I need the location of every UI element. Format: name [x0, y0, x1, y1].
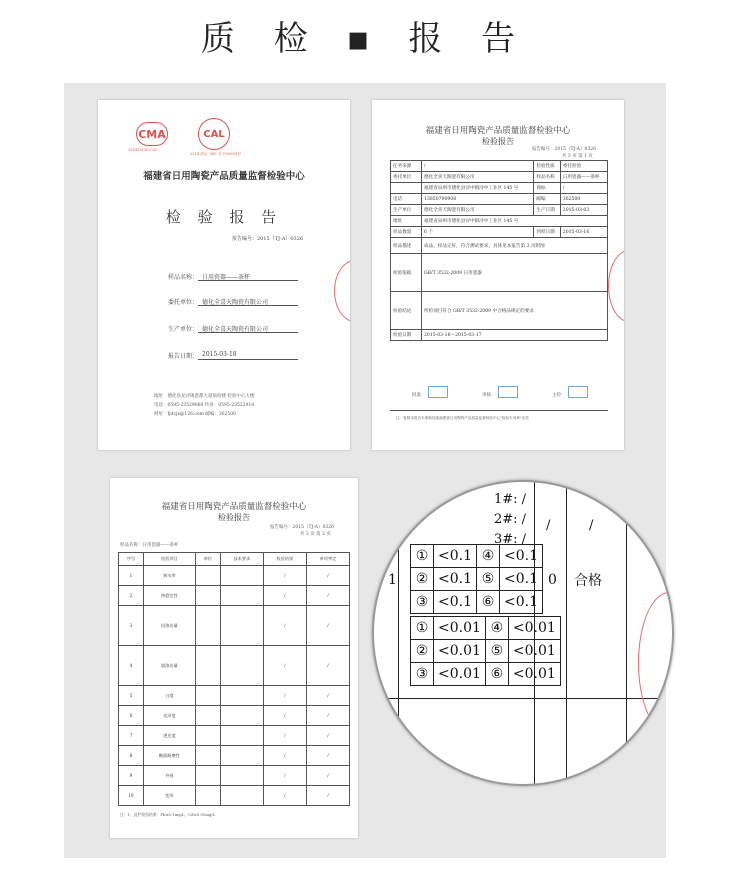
- result-cell: 吸水率: [143, 566, 195, 586]
- zoom-cell: ②: [411, 640, 434, 663]
- result-cell: [220, 726, 263, 746]
- result-cell: /: [263, 606, 306, 646]
- info-cell: 德化全喜天陶瓷有限公司: [422, 205, 534, 216]
- result-cell: [195, 646, 220, 686]
- zoom-cell: ③: [411, 591, 434, 614]
- result-cell: 3: [119, 606, 144, 646]
- inspector-label: 主检：: [552, 393, 566, 398]
- zoom-cell: <0.01: [434, 617, 486, 640]
- report-page-2[interactable]: [110, 478, 358, 838]
- info-cell: 任务来源: [391, 161, 422, 172]
- sample-value: 日用瓷器——茶杯: [202, 274, 251, 281]
- info-cell: 商标: [534, 183, 560, 194]
- seal-mark: [608, 250, 624, 322]
- header-cell: 检验项目: [143, 553, 195, 566]
- result-cell: 白度: [143, 686, 195, 706]
- result-row: [119, 686, 350, 706]
- zoom-row: [411, 663, 561, 686]
- zoom-cell: <0.1: [500, 591, 543, 614]
- result-cell: 9: [119, 766, 144, 786]
- info-row: [391, 227, 608, 238]
- footer-address: 地址：德化县龙浔镇瓷都大道质检楼 检验中心大楼: [154, 394, 255, 399]
- row-index: 1: [388, 572, 397, 588]
- zoom-row: [411, 617, 561, 640]
- client-value: 德化全喜天陶瓷有限公司: [202, 299, 269, 306]
- header-cell: 单项判定: [306, 553, 349, 566]
- info-cell: /: [560, 183, 607, 194]
- result-cell: [220, 766, 263, 786]
- info-cell: 2015-03-03: [560, 205, 607, 216]
- result-cell: [220, 566, 263, 586]
- info-cell: 德化全喜天陶瓷有限公司: [422, 172, 534, 183]
- result-cell: [195, 586, 220, 606]
- signature-stamp-1: [428, 386, 448, 398]
- info-cell: 检验性质: [534, 161, 560, 172]
- result-cell: /: [306, 586, 349, 606]
- cal-logo: CAL: [198, 118, 230, 150]
- info-cell: 样品数量: [391, 227, 422, 238]
- zoom-row: [411, 568, 543, 591]
- info-row: [391, 194, 608, 205]
- result-cell: 10: [119, 786, 144, 806]
- zoom-cell: <0.1: [434, 591, 477, 614]
- magnifier-zoom: [372, 480, 674, 786]
- result-cell: [195, 746, 220, 766]
- info-cell: 13850790908: [422, 194, 534, 205]
- result-row: [119, 566, 350, 586]
- zoom-cell: ④: [485, 617, 508, 640]
- info-row: [391, 161, 608, 172]
- footer-divider: [390, 410, 608, 411]
- result-row: [119, 706, 350, 726]
- info-cell: 邮编: [534, 194, 560, 205]
- info-row: [391, 292, 608, 330]
- approver-label: 批准：: [412, 393, 426, 398]
- org-name: 福建省日用陶瓷产品质量监督检验中心: [161, 502, 307, 512]
- zoom-cell: ⑥: [485, 663, 508, 686]
- info-cell: 2015-03-16: [560, 227, 607, 238]
- result-row: [119, 606, 350, 646]
- seal-mark: [334, 260, 350, 322]
- result-cell: /: [263, 726, 306, 746]
- sample-2-header: 2#: /: [494, 512, 527, 527]
- info-cell: 样品描述: [391, 238, 422, 254]
- slash-mark-2: /: [589, 518, 594, 533]
- info-table: [390, 160, 608, 341]
- result-cell: /: [306, 766, 349, 786]
- result-cell: [220, 606, 263, 646]
- result-cell: /: [263, 786, 306, 806]
- table-rule-v1: [398, 482, 399, 784]
- result-cell: [195, 786, 220, 806]
- result-cell: /: [263, 746, 306, 766]
- result-row: [119, 726, 350, 746]
- result-cell: /: [306, 566, 349, 586]
- results-table: [118, 552, 350, 806]
- date-underline: [198, 359, 298, 360]
- table-rule-v2: [534, 482, 535, 784]
- sample-name: 样品名称：日用瓷器——茶杯: [120, 543, 179, 548]
- zoom-cell: <0.1: [500, 568, 543, 591]
- zoom-cell: ④: [477, 545, 500, 568]
- result-cell: [195, 606, 220, 646]
- info-cell: 成品，样品完好，符合测试要求，具体见本报告第 3 页附图: [422, 238, 608, 254]
- result-cell: /: [263, 766, 306, 786]
- sample-1-header: 1#: /: [494, 492, 527, 507]
- org-name: 福建省日用陶瓷产品质量监督检验中心: [143, 171, 305, 182]
- result-row: [119, 646, 350, 686]
- report-cover-page[interactable]: [98, 100, 350, 450]
- result-cell: /: [306, 786, 349, 806]
- client-label: 委托单位：: [168, 299, 199, 306]
- date-value: 2015-03-18: [202, 351, 237, 358]
- slash-mark: /: [546, 518, 551, 533]
- zoom-cell: ⑤: [485, 640, 508, 663]
- info-cell: 日用瓷器——茶杯: [560, 172, 607, 183]
- result-cell: 变形: [143, 786, 195, 806]
- zoom-cell: <0.1: [434, 568, 477, 591]
- result-cell: 热稳定性: [143, 586, 195, 606]
- result-cell: /: [306, 726, 349, 746]
- zoom-row: [411, 640, 561, 663]
- client-underline: [198, 305, 298, 306]
- report-title: 检验报告: [218, 513, 250, 522]
- header-cell: 检验结果: [263, 553, 306, 566]
- result-cell: [195, 766, 220, 786]
- info-cell: 2015-03-16～2015-03-17: [422, 330, 608, 341]
- zoom-cell: <0.01: [434, 640, 486, 663]
- result-cell: 8: [119, 746, 144, 766]
- seal-arc: [638, 592, 674, 734]
- info-cell: 生产单位: [391, 205, 422, 216]
- info-cell: 样品名称: [534, 172, 560, 183]
- result-cell: /: [263, 706, 306, 726]
- table-rule: [374, 698, 672, 699]
- info-row: [391, 205, 608, 216]
- result-cell: /: [306, 746, 349, 766]
- sample-underline: [198, 280, 298, 281]
- result-cell: [220, 686, 263, 706]
- result-cell: /: [306, 706, 349, 726]
- report-title: 检 验 报 告: [165, 208, 283, 226]
- result-row: [119, 586, 350, 606]
- info-cell: 所检项目符合 GB/T 3532-2009 中合格品规定的要求: [422, 292, 608, 330]
- result-cell: /: [306, 606, 349, 646]
- zoom-cell: <0.1: [434, 545, 477, 568]
- result-cell: /: [263, 646, 306, 686]
- table-rule-v3: [566, 482, 567, 784]
- info-cell: 福建省泉州市德化县浔中镇浔中工业区 145 号: [422, 216, 608, 227]
- info-row: [391, 254, 608, 292]
- maker-underline: [198, 332, 298, 333]
- result-cell: 6: [119, 706, 144, 726]
- footer-phone: 电话：0595-23529060 传真：0595-23522914: [154, 403, 255, 408]
- reviewer-label: 审核：: [482, 393, 496, 398]
- zero-value: 0: [548, 572, 557, 588]
- zoom-cell: ⑤: [477, 568, 500, 591]
- header-cell: 单位: [195, 553, 220, 566]
- info-cell: 福建省泉州市德化县浔中镇浔中工业区 145 号: [422, 183, 534, 194]
- info-cell: [391, 183, 422, 194]
- result-cell: 5: [119, 686, 144, 706]
- page-number: 共 3 页 第 2 页: [300, 532, 331, 537]
- zoom-cell: <0.01: [508, 663, 560, 686]
- zoom-cell: ③: [411, 663, 434, 686]
- zoom-row: [411, 545, 543, 568]
- report-number: 报告编号：2015（TJ-A）0326: [232, 236, 304, 242]
- info-cell: 检验结论: [391, 292, 422, 330]
- result-cell: /: [263, 566, 306, 586]
- result-cell: [195, 726, 220, 746]
- result-cell: [220, 746, 263, 766]
- result-cell: 4: [119, 646, 144, 686]
- result-cell: 外观: [143, 766, 195, 786]
- table-footnote: 注：1、此栏检验结果：Pb≤0.1mg/L，Cd≤0.01mg/L: [120, 812, 216, 817]
- result-cell: /: [306, 646, 349, 686]
- info-cell: /: [422, 161, 534, 172]
- zoom-row: [411, 591, 543, 614]
- result-row: [119, 766, 350, 786]
- cma-caption: 2014131102 2Z: [128, 148, 157, 152]
- sample-3-header: 3#: /: [494, 532, 527, 547]
- signature-stamp-3: [568, 386, 588, 398]
- result-cell: /: [263, 686, 306, 706]
- zoom-cell: ⑥: [477, 591, 500, 614]
- table-rule-v4: [626, 482, 627, 784]
- maker-label: 生产单位：: [168, 326, 199, 333]
- zoom-cell: ②: [411, 568, 434, 591]
- date-label: 报告日期：: [168, 353, 199, 360]
- result-cell: 7: [119, 726, 144, 746]
- result-cell: 釉面耐磨性: [143, 746, 195, 766]
- info-cell: 地址: [391, 216, 422, 227]
- info-cell: 电话: [391, 194, 422, 205]
- result-row: [119, 746, 350, 766]
- page-header: [0, 0, 730, 70]
- lead-results-table: [410, 544, 543, 614]
- result-cell: /: [263, 586, 306, 606]
- info-row: [391, 183, 608, 194]
- info-cell: 检验依据: [391, 254, 422, 292]
- page-title: 质 检 ▪ 报 告: [200, 18, 530, 59]
- cal-caption: 2014 质认（闽）字 (Y0000)号: [190, 152, 241, 156]
- result-cell: 2: [119, 586, 144, 606]
- result-cell: /: [306, 686, 349, 706]
- cma-logo: CMA: [136, 122, 168, 146]
- maker-value: 德化全喜天陶瓷有限公司: [202, 326, 269, 333]
- result-cell: [220, 706, 263, 726]
- zoom-cell: <0.1: [500, 545, 543, 568]
- cadmium-results-table: [410, 616, 561, 686]
- result-cell: 光泽度: [143, 706, 195, 726]
- result-cell: [195, 706, 220, 726]
- info-cell: 委托单位: [391, 172, 422, 183]
- result-cell: [220, 586, 263, 606]
- footer-website: 网址：fjdcjx@126.com 邮编：362500: [154, 412, 237, 417]
- info-cell: 检验日期: [391, 330, 422, 341]
- info-cell: GB/T 3532-2009 日用瓷器: [422, 254, 608, 292]
- signature-stamp-2: [498, 386, 518, 398]
- info-cell: 委托检验: [560, 161, 607, 172]
- result-cell: [220, 786, 263, 806]
- result-cell: [195, 566, 220, 586]
- result-row: [119, 786, 350, 806]
- org-name: 福建省日用陶瓷产品质量监督检验中心: [425, 126, 571, 136]
- result-cell: [195, 686, 220, 706]
- info-row: [391, 216, 608, 227]
- info-row: [391, 330, 608, 341]
- report-title: 检验报告: [482, 137, 514, 146]
- footer-note: 注：复制本报告未重新加盖福建省日用陶瓷产品质量监督检验中心"检验专用章"无效: [396, 416, 529, 420]
- result-cell: 1: [119, 566, 144, 586]
- result-cell: 铅溶出量: [143, 606, 195, 646]
- result-cell: [220, 646, 263, 686]
- page-number: 共 3 页 第 1 页: [562, 154, 593, 159]
- sample-label: 样品名称：: [168, 274, 199, 281]
- header-cell: 技术要求: [220, 553, 263, 566]
- info-row: [391, 172, 608, 183]
- zoom-cell: <0.01: [508, 617, 560, 640]
- info-cell: 362500: [560, 194, 607, 205]
- report-page-1[interactable]: [372, 100, 624, 450]
- result-cell: 镉溶出量: [143, 646, 195, 686]
- info-cell: 到样日期: [534, 227, 560, 238]
- zoom-cell: <0.01: [508, 640, 560, 663]
- header-cell: 序号: [119, 553, 144, 566]
- report-number: 报告编号：2015（TJ-A）0326: [532, 147, 596, 152]
- info-cell: 6 个: [422, 227, 534, 238]
- info-cell: 生产日期: [534, 205, 560, 216]
- zoom-cell: <0.01: [434, 663, 486, 686]
- zoom-cell: ①: [411, 545, 434, 568]
- verdict-pass: 合格: [574, 573, 602, 589]
- info-row: [391, 238, 608, 254]
- result-cell: 透光度: [143, 726, 195, 746]
- report-number: 报告编号：2015（TJ-A）0326: [270, 525, 334, 530]
- zoom-cell: ①: [411, 617, 434, 640]
